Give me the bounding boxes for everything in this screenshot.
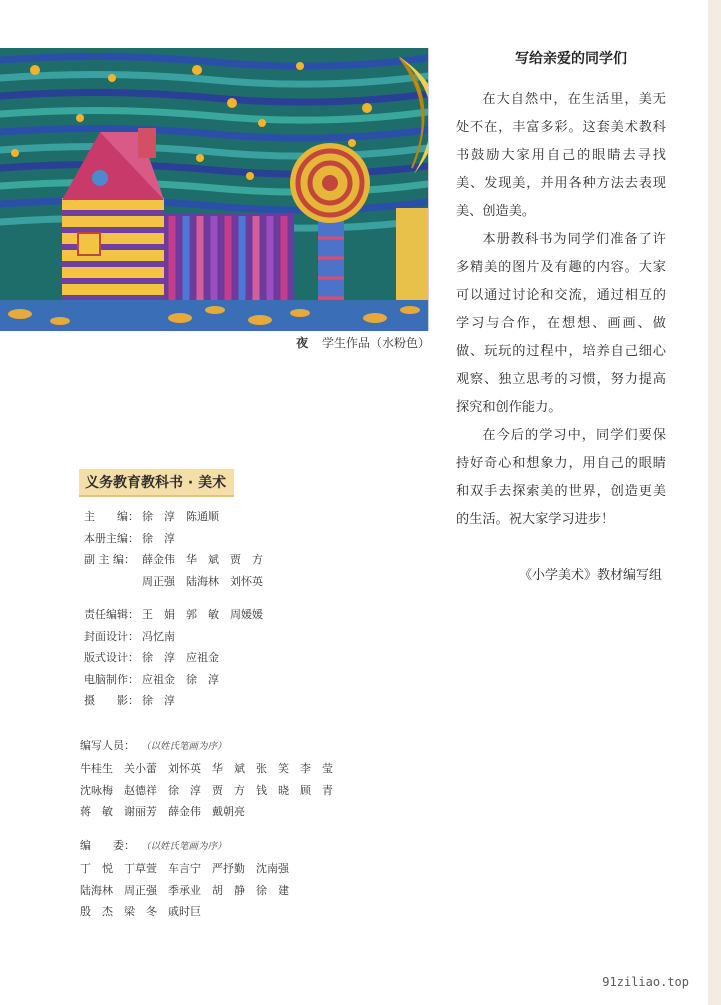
letter-paragraph-1: 在大自然中，在生活里，美无处不在，丰富多彩。这套美术教科书鼓励大家用自己的眼睛去寻找美、发现美，并用各种方法去表现美、创造美。	[456, 92, 666, 219]
committee-line: 陆海林 周正强 季承业 胡 静 徐 建	[80, 883, 289, 897]
writers-line: 牛桂生 关小蕾 刘怀英 华 斌 张 笑 李 莹	[80, 762, 333, 775]
credit-row	[84, 690, 263, 712]
credit-key: 本册主编：	[84, 531, 139, 545]
painting-caption	[240, 334, 430, 351]
letter-signature: 《小学美术》教材编写组	[518, 568, 662, 583]
book-label: 义务教育教科书 · 美术	[79, 469, 234, 497]
credit-row	[84, 506, 263, 528]
committee-group	[80, 836, 289, 923]
credit-key: 封面设计：	[84, 629, 139, 643]
credit-row	[84, 571, 263, 593]
editor-credits	[84, 506, 263, 712]
credit-key: 摄 影：	[84, 694, 139, 707]
credit-value: 徐 淳	[142, 694, 175, 707]
credit-key: 电脑制作：	[84, 672, 139, 686]
credit-row	[84, 604, 263, 626]
letter-title: 写给亲爱的同学们	[515, 51, 627, 67]
credit-value: 薛金伟 华 斌 贾 方	[142, 553, 263, 566]
committee-heading: 编 委：	[80, 839, 135, 852]
painting-illustration	[0, 48, 428, 331]
credit-row	[84, 647, 263, 669]
page-edge-strip	[708, 0, 721, 1005]
credit-value: 徐 淳 应祖金	[142, 651, 219, 664]
credit-value: 徐 淳 陈通顺	[142, 510, 219, 523]
credit-key: 副 主 编：	[84, 553, 135, 566]
watermark-text: 91ziliao.top	[602, 975, 689, 989]
credit-row	[84, 549, 263, 571]
letter-paragraph-2: 本册教科书为同学们准备了许多精美的图片及有趣的内容。大家可以通过讨论和交流，通过相互的学习与合作，在想想、画画、做做、玩玩的过程中，培养自己细心观察、独立思考的习惯，努力提高探究和创作能力。	[456, 232, 666, 415]
writers-heading-row	[80, 736, 333, 756]
credit-value: 徐 淳	[142, 531, 175, 545]
committee-line: 殷 杰 梁 冬 戚时巨	[80, 905, 201, 918]
credit-value: 周正强 陆海林 刘怀英	[142, 574, 263, 588]
credit-row	[84, 669, 263, 691]
credit-value: 应祖金 徐 淳	[142, 672, 219, 686]
writers-heading: 编写人员：	[80, 739, 135, 752]
writers-note: （以姓氏笔画为序）	[141, 741, 227, 752]
committee-heading-row	[80, 836, 289, 856]
credit-key: 版式设计：	[84, 651, 139, 664]
letter-body	[456, 86, 666, 534]
committee-line: 丁 悦 丁草萱 车言宁 严抒勤 沈南强	[80, 862, 289, 875]
credit-value: 冯忆南	[142, 629, 175, 643]
credit-key: 主 编：	[84, 510, 139, 523]
painting-title: 夜	[296, 336, 309, 350]
committee-note: （以姓氏笔画为序）	[141, 841, 227, 852]
writers-group	[80, 736, 333, 823]
writers-line: 蒋 敏 谢丽芳 薛金伟 戴朝亮	[80, 805, 245, 818]
credit-value: 王 娟 郭 敏 周媛媛	[142, 608, 263, 621]
credit-row	[84, 528, 263, 550]
credit-row	[84, 626, 263, 648]
painting-caption-text: 学生作品（水粉色）	[321, 336, 430, 350]
letter-paragraph-3: 在今后的学习中，同学们要保持好奇心和想象力，用自己的眼睛和双手去探索美的世界，创造更美的生活。祝大家学习进步！	[456, 428, 666, 527]
student-painting-night	[0, 48, 429, 331]
spacer	[84, 592, 263, 604]
writers-line: 沈咏梅 赵德祥 徐 淳 贾 方 钱 晓 顾 青	[80, 783, 333, 797]
credit-key: 责任编辑：	[84, 608, 139, 621]
